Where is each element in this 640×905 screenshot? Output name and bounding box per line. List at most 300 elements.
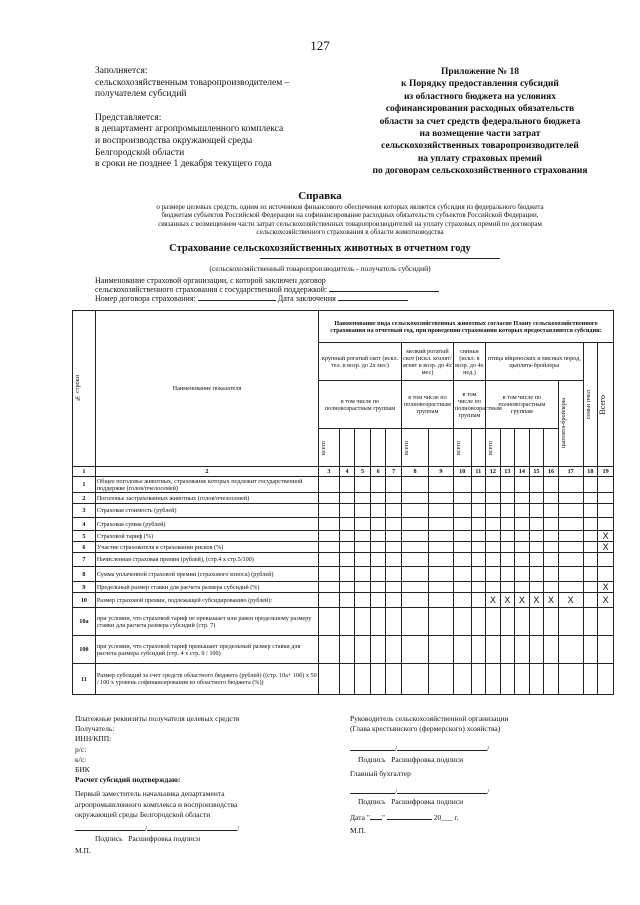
- value-cell[interactable]: [515, 567, 530, 582]
- value-cell[interactable]: [558, 477, 583, 493]
- decode-field[interactable]: [397, 750, 487, 751]
- value-cell[interactable]: [583, 664, 598, 695]
- value-cell[interactable]: [471, 664, 486, 695]
- value-cell[interactable]: [598, 553, 614, 567]
- table-row: [73, 477, 614, 493]
- value-cell[interactable]: [428, 608, 453, 636]
- value-cell[interactable]: [319, 567, 340, 582]
- value-cell[interactable]: [529, 542, 544, 553]
- value-cell[interactable]: [515, 518, 530, 531]
- value-cell[interactable]: [319, 582, 340, 593]
- value-cell[interactable]: [515, 493, 530, 504]
- value-cell[interactable]: [486, 664, 501, 695]
- value-cell[interactable]: [453, 542, 471, 553]
- value-cell[interactable]: [558, 582, 583, 593]
- value-cell[interactable]: [486, 608, 501, 636]
- table-body: [73, 477, 614, 695]
- value-cell[interactable]: [598, 608, 614, 636]
- value-cell[interactable]: [598, 636, 614, 664]
- value-cell[interactable]: [515, 504, 530, 518]
- value-cell[interactable]: [355, 542, 371, 553]
- row-number: 10а: [73, 608, 96, 636]
- decode-caption: Расшифровка подписи: [391, 797, 464, 807]
- value-cell[interactable]: [558, 608, 583, 636]
- sign-field[interactable]: [75, 830, 145, 831]
- value-cell[interactable]: [515, 608, 530, 636]
- contract-number-field[interactable]: [198, 300, 276, 301]
- value-cell[interactable]: [319, 664, 340, 695]
- value-cell[interactable]: [583, 582, 598, 593]
- value-cell[interactable]: [558, 542, 583, 553]
- value-cell[interactable]: [355, 553, 371, 567]
- value-cell[interactable]: [386, 477, 402, 493]
- footer-line: Первый заместитель начальника департамента: [75, 789, 225, 799]
- value-cell[interactable]: [428, 518, 453, 531]
- decode-field[interactable]: [147, 830, 237, 831]
- value-cell[interactable]: [319, 593, 340, 608]
- value-cell[interactable]: [583, 608, 598, 636]
- value-cell[interactable]: [558, 531, 583, 542]
- submitted-line: в департамент агропромышленного комплекса: [95, 124, 284, 135]
- column-number: 4: [339, 467, 355, 477]
- sub-cattle: в том числе по полновозрастным группам: [319, 381, 402, 429]
- value-cell[interactable]: [319, 518, 340, 531]
- excluded-cell-mark: X: [500, 593, 515, 608]
- sign-field[interactable]: [350, 793, 395, 794]
- value-cell[interactable]: [355, 582, 371, 593]
- value-cell[interactable]: [515, 553, 530, 567]
- value-cell[interactable]: [339, 553, 355, 567]
- value-cell[interactable]: [558, 518, 583, 531]
- value-cell[interactable]: [500, 636, 515, 664]
- group-poultry: птица яйценоских и мясных пород, цыплята-бройлеры: [486, 343, 584, 381]
- appendix-line: к Порядку предоставления субсидий: [401, 79, 559, 90]
- value-cell[interactable]: [355, 518, 371, 531]
- value-cell[interactable]: [453, 504, 471, 518]
- value-cell[interactable]: [471, 593, 486, 608]
- value-cell[interactable]: [500, 553, 515, 567]
- value-cell[interactable]: [515, 664, 530, 695]
- value-cell[interactable]: [529, 477, 544, 493]
- filled-line: получателем субсидий: [95, 89, 187, 100]
- value-cell[interactable]: [319, 477, 340, 493]
- value-cell[interactable]: [386, 493, 402, 504]
- excluded-cell-mark: X: [558, 593, 583, 608]
- value-cell[interactable]: [558, 567, 583, 582]
- subtitle-line: сельскохозяйственного страхования в области животноводства: [256, 228, 444, 237]
- value-cell[interactable]: [583, 504, 598, 518]
- value-cell[interactable]: [583, 593, 598, 608]
- footer-line: окружающей среды Белгородской области: [75, 809, 211, 819]
- value-cell[interactable]: [386, 636, 402, 664]
- value-cell[interactable]: [471, 542, 486, 553]
- excluded-cell-mark: X: [529, 593, 544, 608]
- contract-date-field[interactable]: [338, 300, 408, 301]
- value-cell[interactable]: [544, 477, 559, 493]
- submitted-line: в сроки не позднее 1 декабря текущего года: [95, 159, 272, 170]
- footer-line: Руководитель сельскохозяйственной организации: [350, 714, 509, 723]
- footer-line: р/с:: [75, 744, 87, 754]
- value-cell[interactable]: [529, 608, 544, 636]
- value-cell[interactable]: [453, 636, 471, 664]
- date-year: 20___ г.: [433, 813, 459, 823]
- value-cell[interactable]: [355, 493, 371, 504]
- value-cell[interactable]: [453, 608, 471, 636]
- value-cell[interactable]: [339, 567, 355, 582]
- value-cell[interactable]: [370, 608, 386, 636]
- value-cell[interactable]: [402, 504, 429, 518]
- value-cell[interactable]: [544, 664, 559, 695]
- value-cell[interactable]: [386, 582, 402, 593]
- value-cell[interactable]: [486, 518, 501, 531]
- total-cell: всего: [402, 429, 429, 467]
- value-cell[interactable]: [486, 493, 501, 504]
- value-cell[interactable]: [515, 636, 530, 664]
- table-row: [73, 531, 614, 542]
- value-cell[interactable]: [428, 664, 453, 695]
- value-cell[interactable]: [370, 636, 386, 664]
- value-cell[interactable]: [598, 493, 614, 504]
- value-cell[interactable]: [598, 518, 614, 531]
- value-cell[interactable]: [428, 593, 453, 608]
- value-cell[interactable]: [486, 504, 501, 518]
- value-cell[interactable]: [486, 553, 501, 567]
- value-cell[interactable]: [370, 531, 386, 542]
- value-cell[interactable]: [500, 542, 515, 553]
- value-cell[interactable]: [428, 504, 453, 518]
- value-cell[interactable]: [386, 664, 402, 695]
- value-cell[interactable]: [386, 542, 402, 553]
- value-cell[interactable]: [402, 518, 429, 531]
- row-number: 11: [73, 664, 96, 695]
- group-bees: семьи пчел: [583, 343, 598, 467]
- value-cell[interactable]: [339, 608, 355, 636]
- date-day-field[interactable]: [370, 819, 382, 820]
- row-label: Размер субсидий за счет средств областного бюджета (рублей) ((стр. 10а+ 10б) х 50 / 100 х уровень софинансирования из областного бюджета (%)): [95, 664, 318, 695]
- empty-cell: [339, 429, 355, 467]
- value-cell[interactable]: [402, 567, 429, 582]
- table-row: [73, 542, 614, 553]
- value-cell[interactable]: [428, 582, 453, 593]
- value-cell[interactable]: [319, 608, 340, 636]
- value-cell[interactable]: [339, 531, 355, 542]
- value-cell[interactable]: [500, 664, 515, 695]
- empty-cell: [515, 429, 530, 467]
- value-cell[interactable]: [558, 504, 583, 518]
- value-cell[interactable]: [355, 636, 371, 664]
- value-cell[interactable]: [402, 593, 429, 608]
- value-cell[interactable]: [529, 504, 544, 518]
- value-cell[interactable]: [544, 504, 559, 518]
- column-number: 1: [73, 467, 96, 477]
- excluded-cell-mark: X: [598, 582, 614, 593]
- table-row: [73, 553, 614, 567]
- sign-caption: Подпись: [95, 834, 123, 844]
- value-cell[interactable]: [515, 477, 530, 493]
- value-cell[interactable]: [453, 567, 471, 582]
- value-cell[interactable]: [370, 477, 386, 493]
- value-cell[interactable]: [583, 553, 598, 567]
- value-cell[interactable]: [471, 477, 486, 493]
- value-cell[interactable]: [598, 567, 614, 582]
- value-cell[interactable]: [583, 636, 598, 664]
- table-row: [73, 582, 614, 593]
- value-cell[interactable]: [544, 636, 559, 664]
- value-cell[interactable]: [529, 553, 544, 567]
- value-cell[interactable]: [500, 518, 515, 531]
- value-cell[interactable]: [402, 477, 429, 493]
- value-cell[interactable]: [471, 518, 486, 531]
- value-cell[interactable]: [471, 636, 486, 664]
- value-cell[interactable]: [428, 567, 453, 582]
- value-cell[interactable]: [453, 582, 471, 593]
- value-cell[interactable]: [515, 582, 530, 593]
- value-cell[interactable]: [515, 531, 530, 542]
- value-cell[interactable]: [319, 493, 340, 504]
- sign-field[interactable]: [350, 750, 395, 751]
- value-cell[interactable]: [453, 518, 471, 531]
- value-cell[interactable]: [319, 636, 340, 664]
- insurer-label-2: сельскохозяйственного страхования с государственной поддержкой:: [95, 285, 328, 294]
- value-cell[interactable]: [453, 593, 471, 608]
- total-cell: всего: [486, 429, 501, 467]
- value-cell[interactable]: [339, 493, 355, 504]
- value-cell[interactable]: [544, 567, 559, 582]
- value-cell[interactable]: [500, 531, 515, 542]
- value-cell[interactable]: [370, 582, 386, 593]
- value-cell[interactable]: [598, 664, 614, 695]
- value-cell[interactable]: [386, 553, 402, 567]
- stamp-place: М.П.: [75, 846, 91, 856]
- value-cell[interactable]: [355, 593, 371, 608]
- table-row: [73, 664, 614, 695]
- value-cell[interactable]: [370, 542, 386, 553]
- value-cell[interactable]: [402, 608, 429, 636]
- value-cell[interactable]: [339, 504, 355, 518]
- value-cell[interactable]: [598, 477, 614, 493]
- value-cell[interactable]: [370, 504, 386, 518]
- value-cell[interactable]: [500, 504, 515, 518]
- value-cell[interactable]: [386, 531, 402, 542]
- value-cell[interactable]: [583, 493, 598, 504]
- value-cell[interactable]: [428, 531, 453, 542]
- value-cell[interactable]: [471, 608, 486, 636]
- value-cell[interactable]: [428, 493, 453, 504]
- value-cell[interactable]: [558, 636, 583, 664]
- column-number: 8: [402, 467, 429, 477]
- column-number: 10: [453, 467, 471, 477]
- page-number: 127: [310, 38, 330, 53]
- value-cell[interactable]: [529, 493, 544, 504]
- value-cell[interactable]: [402, 531, 429, 542]
- insurer-field[interactable]: [329, 291, 439, 292]
- value-cell[interactable]: [319, 531, 340, 542]
- value-cell[interactable]: [515, 542, 530, 553]
- column-number: 14: [515, 467, 530, 477]
- appendix-number: Приложение № 18: [441, 67, 519, 77]
- footer-line: БИК: [75, 765, 90, 775]
- value-cell[interactable]: [402, 636, 429, 664]
- value-cell[interactable]: [402, 582, 429, 593]
- table-row: [73, 567, 614, 582]
- value-cell[interactable]: [386, 504, 402, 518]
- footer-line: (Глава крестьянского (фермерского) хозяйства): [350, 724, 501, 734]
- row-label: Поголовье застрахованных животных (голов/пчелосемей): [95, 493, 318, 504]
- value-cell[interactable]: [355, 608, 371, 636]
- value-cell[interactable]: [355, 477, 371, 493]
- value-cell[interactable]: [386, 518, 402, 531]
- appendix-line: из областного бюджета на условиях: [403, 91, 557, 102]
- group-header: Наименование вида сельскохозяйственных животных согласно Плану сельскохозяйственного страхования на отчетный год, при проведении страхования которых предоставляются субсидии:: [319, 311, 614, 343]
- value-cell[interactable]: [453, 493, 471, 504]
- row-number: 8: [73, 567, 96, 582]
- value-cell[interactable]: [529, 664, 544, 695]
- value-cell[interactable]: [486, 531, 501, 542]
- table-row: [73, 493, 614, 504]
- value-cell[interactable]: [355, 567, 371, 582]
- value-cell[interactable]: [339, 582, 355, 593]
- document-subtitle: [95, 203, 605, 237]
- column-number: 16: [544, 467, 559, 477]
- value-cell[interactable]: [402, 493, 429, 504]
- sub-small: в том числе по полновозрастным группам: [402, 381, 454, 429]
- value-cell[interactable]: [319, 553, 340, 567]
- row-label: Страховая сумма (рублей): [95, 518, 318, 531]
- value-cell[interactable]: [339, 593, 355, 608]
- insurer-block: [95, 276, 439, 303]
- value-cell[interactable]: [428, 542, 453, 553]
- recipient-field-line[interactable]: [260, 258, 500, 259]
- value-cell[interactable]: [544, 608, 559, 636]
- excluded-cell-mark: X: [598, 593, 614, 608]
- value-cell[interactable]: [471, 531, 486, 542]
- value-cell[interactable]: [339, 664, 355, 695]
- value-cell[interactable]: [544, 553, 559, 567]
- column-number: 17: [558, 467, 583, 477]
- value-cell[interactable]: [370, 553, 386, 567]
- value-cell[interactable]: [339, 477, 355, 493]
- excluded-cell-mark: X: [486, 593, 501, 608]
- value-cell[interactable]: [370, 493, 386, 504]
- value-cell[interactable]: [598, 504, 614, 518]
- value-cell[interactable]: [453, 664, 471, 695]
- value-cell[interactable]: [355, 531, 371, 542]
- value-cell[interactable]: [370, 593, 386, 608]
- value-cell[interactable]: [486, 567, 501, 582]
- value-cell[interactable]: [471, 582, 486, 593]
- value-cell[interactable]: [453, 553, 471, 567]
- decode-field[interactable]: [397, 793, 487, 794]
- value-cell[interactable]: [544, 582, 559, 593]
- value-cell[interactable]: [386, 608, 402, 636]
- value-cell[interactable]: [428, 477, 453, 493]
- value-cell[interactable]: [500, 493, 515, 504]
- value-cell[interactable]: [544, 542, 559, 553]
- row-label: Общее поголовье животных, страхование которых подлежит государственной поддержке (голов/пчелосемей): [95, 477, 318, 493]
- value-cell[interactable]: [471, 567, 486, 582]
- row-label: Размер страховой премии, подлежащей субсидированию (рублей):: [95, 593, 318, 608]
- value-cell[interactable]: [544, 493, 559, 504]
- row-label: при условии, что страховой тариф превышает предельный размер ставки для расчета размера субсидий (стр. 4 х стр. 9 / 100): [95, 636, 318, 664]
- value-cell[interactable]: [583, 567, 598, 582]
- footer-left: Платежные реквизиты получателя целевых средств Получатель: ИНН/КПП: р/с: к/с: БИК Расчет субсидий подтверждаю: Первый заместитель начальника департамента агропромышленного комплекса и воспроизводства окружающей среды Белгородской области / / Подпись Расшифровка подписи М.П.: [75, 714, 240, 856]
- accountant-label: Главный бухгалтер: [350, 768, 411, 778]
- empty-cell: [370, 429, 386, 467]
- value-cell[interactable]: [583, 531, 598, 542]
- value-cell[interactable]: [386, 567, 402, 582]
- value-cell[interactable]: [370, 567, 386, 582]
- value-cell[interactable]: [319, 542, 340, 553]
- value-cell[interactable]: [500, 567, 515, 582]
- value-cell[interactable]: [355, 664, 371, 695]
- value-cell[interactable]: [471, 493, 486, 504]
- value-cell[interactable]: [428, 553, 453, 567]
- value-cell[interactable]: [402, 553, 429, 567]
- value-cell[interactable]: [453, 477, 471, 493]
- value-cell[interactable]: [558, 553, 583, 567]
- value-cell[interactable]: [402, 664, 429, 695]
- table-row: [73, 593, 614, 608]
- value-cell[interactable]: [544, 531, 559, 542]
- value-cell[interactable]: [583, 477, 598, 493]
- footer-line: Расчет субсидий подтверждаю:: [75, 775, 181, 785]
- document-title: Справка: [298, 190, 342, 202]
- value-cell[interactable]: [583, 518, 598, 531]
- value-cell[interactable]: [486, 582, 501, 593]
- value-cell[interactable]: [486, 477, 501, 493]
- column-number: 2: [95, 467, 318, 477]
- value-cell[interactable]: [355, 504, 371, 518]
- value-cell[interactable]: [486, 542, 501, 553]
- value-cell[interactable]: [529, 582, 544, 593]
- value-cell[interactable]: [558, 664, 583, 695]
- value-cell[interactable]: [500, 477, 515, 493]
- value-cell[interactable]: [339, 518, 355, 531]
- value-cell[interactable]: [486, 636, 501, 664]
- col-row-no: № строки: [73, 311, 96, 467]
- value-cell[interactable]: [339, 542, 355, 553]
- value-cell[interactable]: [471, 553, 486, 567]
- value-cell[interactable]: [453, 531, 471, 542]
- value-cell[interactable]: [544, 518, 559, 531]
- value-cell[interactable]: [319, 504, 340, 518]
- value-cell[interactable]: [370, 664, 386, 695]
- value-cell[interactable]: [402, 542, 429, 553]
- value-cell[interactable]: [339, 636, 355, 664]
- total-cell: всего: [453, 429, 471, 467]
- value-cell[interactable]: [529, 531, 544, 542]
- value-cell[interactable]: [558, 493, 583, 504]
- value-cell[interactable]: [370, 518, 386, 531]
- value-cell[interactable]: [386, 593, 402, 608]
- value-cell[interactable]: [471, 504, 486, 518]
- value-cell[interactable]: [529, 518, 544, 531]
- value-cell[interactable]: [428, 636, 453, 664]
- value-cell[interactable]: [500, 582, 515, 593]
- date-month-field[interactable]: [387, 819, 432, 820]
- value-cell[interactable]: [583, 542, 598, 553]
- value-cell[interactable]: [529, 636, 544, 664]
- empty-cell: [500, 429, 515, 467]
- column-number: 3: [319, 467, 340, 477]
- table-row: [73, 636, 614, 664]
- footer-line: к/с:: [75, 754, 87, 764]
- decode-caption: Расшифровка подписи: [128, 834, 201, 844]
- column-number: 13: [500, 467, 515, 477]
- value-cell[interactable]: [500, 608, 515, 636]
- value-cell[interactable]: [529, 567, 544, 582]
- group-cattle: крупный рогатый скот (искл. тел. в возр. до 2х мес): [319, 343, 402, 381]
